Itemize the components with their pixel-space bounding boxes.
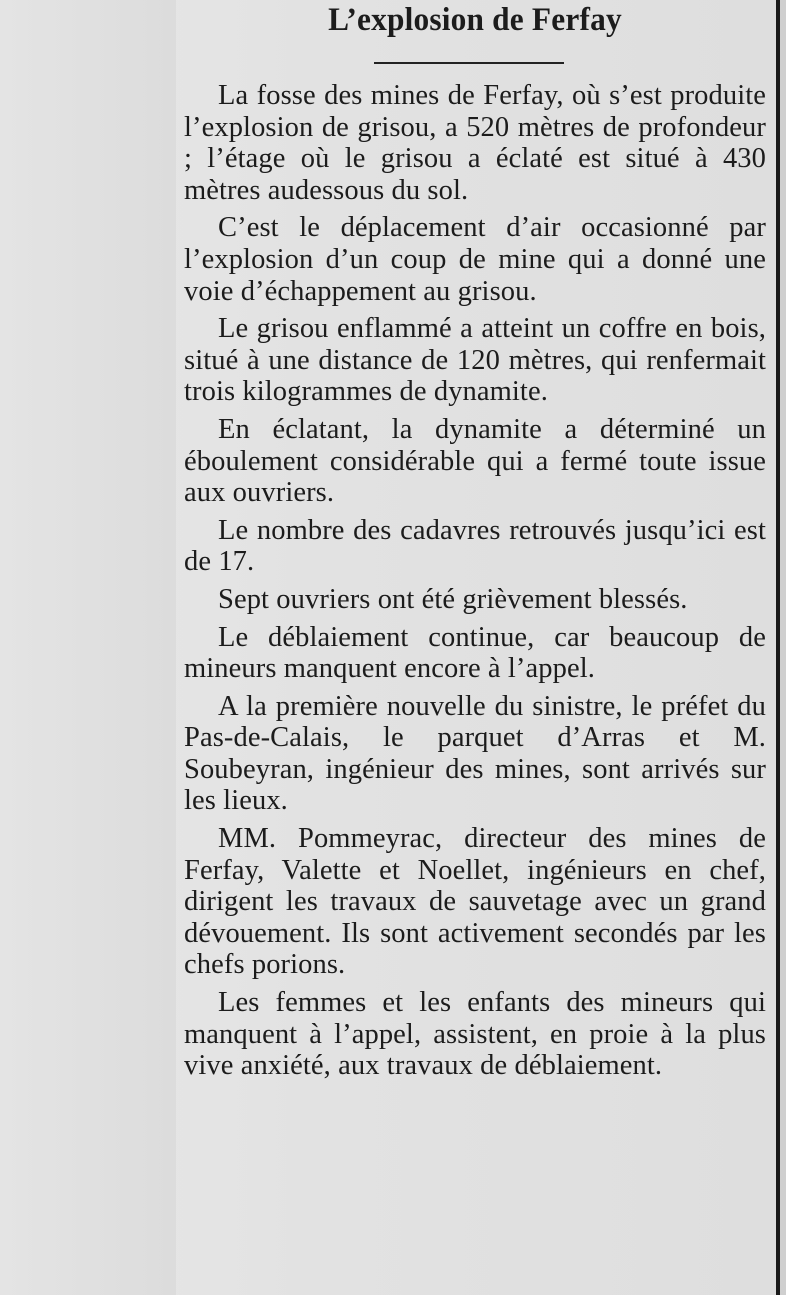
- paragraph-10: Les femmes et les enfants des mineurs qui manquent à l’appel, assistent, en proie à la plus vive anxiété, aux travaux de déblaiement.: [184, 987, 766, 1082]
- right-edge: [780, 0, 786, 1295]
- paragraph-2: C’est le déplacement d’air occasionné par l’explosion d’un coup de mine qui a donné une voie d’échappement au grisou.: [184, 212, 766, 307]
- paragraph-9: MM. Pommeyrac, directeur des mines de Ferfay, Valette et Noellet, ingénieurs en chef, dirigent les travaux de sauvetage avec un grand dévouement. Ils sont activement secondés par les chefs porions.: [184, 823, 766, 981]
- paragraph-1: La fosse des mines de Ferfay, où s’est produite l’explosion de grisou, a 520 mètres de profondeur ; l’étage où le grisou a éclaté est situé à 430 mètres audessous du sol.: [184, 80, 766, 206]
- article: [184, 0, 766, 1088]
- left-margin: [0, 0, 176, 1295]
- paragraph-5: Le nombre des cadavres retrouvés jusqu’ici est de 17.: [184, 514, 766, 578]
- paragraph-3: Le grisou enflammé a atteint un coffre en bois, situé à une distance de 120 mètres, qui renfermait trois kilogrammes de dynamite.: [184, 313, 766, 408]
- paragraph-8: A la première nouvelle du sinistre, le préfet du Pas-de-Calais, le parquet d’Arras et M. Soubeyran, ingénieur des mines, sont arrivés sur les lieux.: [184, 690, 766, 817]
- title-rule: [374, 62, 564, 64]
- article-title: L’explosion de Ferfay: [328, 2, 622, 38]
- paragraph-6: Sept ouvriers ont été grièvement blessés.: [218, 583, 688, 615]
- paragraph-7: Le déblaiement continue, car beaucoup de mineurs manquent encore à l’appel.: [184, 621, 766, 685]
- paragraph-4: En éclatant, la dynamite a déterminé un éboulement considérable qui a fermé toute issue aux ouvriers.: [184, 413, 766, 509]
